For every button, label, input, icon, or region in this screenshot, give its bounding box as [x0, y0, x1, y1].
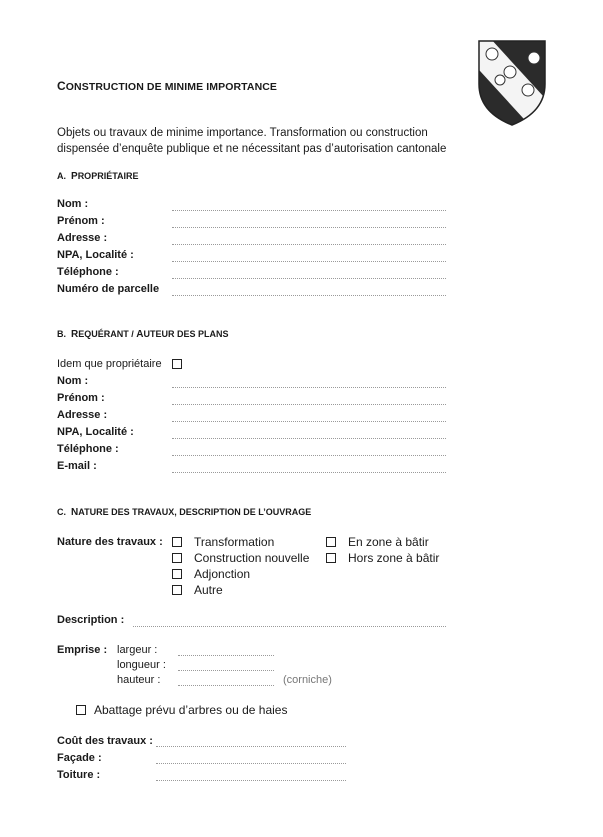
- toiture-line[interactable]: [156, 780, 346, 781]
- b-field-line-email[interactable]: [172, 472, 446, 473]
- intro-line-2: dispensée d’enquête publique et ne nécessitant pas d’autorisation cantonale: [57, 143, 447, 155]
- emprise-longueur-label: longueur :: [117, 659, 166, 671]
- option-transformation: Transformation: [194, 535, 275, 549]
- b-field-label-nom: Nom :: [57, 375, 89, 387]
- field-label-adresse: Adresse :: [57, 232, 108, 244]
- facade-line[interactable]: [156, 763, 346, 764]
- b-field-label-adresse: Adresse :: [57, 409, 108, 421]
- emprise-longueur-line[interactable]: [178, 670, 274, 671]
- field-label-prenom: Prénom :: [57, 215, 105, 227]
- option-adjonction: Adjonction: [194, 567, 251, 581]
- field-line-parcelle[interactable]: [172, 295, 446, 296]
- field-line-prenom[interactable]: [172, 227, 446, 228]
- emprise-hauteur-line[interactable]: [178, 685, 274, 686]
- checkbox-transformation[interactable]: [172, 537, 182, 547]
- section-a-heading: A. PROPRIÉTAIRE: [57, 171, 139, 182]
- section-c-heading: C. NATURE DES TRAVAUX, DESCRIPTION DE L’OUVRAGE: [57, 507, 312, 518]
- b-field-line-npa[interactable]: [172, 438, 446, 439]
- cout-label: Coût des travaux :: [57, 735, 153, 747]
- checkbox-hors-zone[interactable]: [326, 553, 336, 563]
- toiture-label: Toiture :: [57, 769, 101, 781]
- b-field-line-prenom[interactable]: [172, 404, 446, 405]
- section-b-heading: B. REQUÉRANT / AUTEUR DES PLANS: [57, 329, 229, 340]
- intro-text: [57, 125, 487, 157]
- field-label-nom: Nom :: [57, 198, 89, 210]
- b-field-label-npa: NPA, Localité :: [57, 426, 134, 438]
- field-line-npa[interactable]: [172, 261, 446, 262]
- abattage-label: Abattage prévu d’arbres ou de haies: [94, 703, 288, 717]
- field-label-parcelle: Numéro de parcelle: [57, 283, 160, 295]
- field-line-adresse[interactable]: [172, 244, 446, 245]
- checkbox-autre[interactable]: [172, 585, 182, 595]
- b-field-line-telephone[interactable]: [172, 455, 446, 456]
- field-line-nom[interactable]: [172, 210, 446, 211]
- checkbox-en-zone[interactable]: [326, 537, 336, 547]
- option-construction-nouvelle: Construction nouvelle: [194, 551, 310, 565]
- checkbox-adjonction[interactable]: [172, 569, 182, 579]
- b-field-label-prenom: Prénom :: [57, 392, 105, 404]
- description-line[interactable]: [133, 626, 446, 627]
- emprise-largeur-line[interactable]: [178, 655, 274, 656]
- emprise-largeur-label: largeur :: [117, 644, 158, 656]
- idem-label: Idem que propriétaire: [57, 358, 162, 370]
- b-field-line-adresse[interactable]: [172, 421, 446, 422]
- facade-label: Façade :: [57, 752, 102, 764]
- nature-label: Nature des travaux :: [57, 536, 163, 548]
- field-label-npa: NPA, Localité :: [57, 249, 134, 261]
- option-autre: Autre: [194, 583, 223, 597]
- option-en-zone: En zone à bâtir: [348, 535, 429, 549]
- cout-line[interactable]: [156, 746, 346, 747]
- checkbox-construction-nouvelle[interactable]: [172, 553, 182, 563]
- field-label-telephone: Téléphone :: [57, 266, 119, 278]
- b-field-label-telephone: Téléphone :: [57, 443, 119, 455]
- field-line-telephone[interactable]: [172, 278, 446, 279]
- intro-line-1: Objets ou travaux de minime importance. Transformation ou construction: [57, 127, 428, 139]
- emprise-label: Emprise :: [57, 644, 108, 656]
- option-hors-zone: Hors zone à bâtir: [348, 551, 440, 565]
- description-label: Description :: [57, 614, 125, 626]
- b-field-line-nom[interactable]: [172, 387, 446, 388]
- corniche-note: (corniche): [283, 674, 332, 686]
- coat-of-arms-emblem: [476, 38, 548, 133]
- b-field-label-email: E-mail :: [57, 460, 97, 472]
- checkbox-abattage[interactable]: [76, 705, 86, 715]
- document-title: CONSTRUCTION DE MINIME IMPORTANCE: [57, 79, 278, 93]
- idem-checkbox[interactable]: [172, 359, 182, 369]
- emprise-hauteur-label: hauteur :: [117, 674, 161, 686]
